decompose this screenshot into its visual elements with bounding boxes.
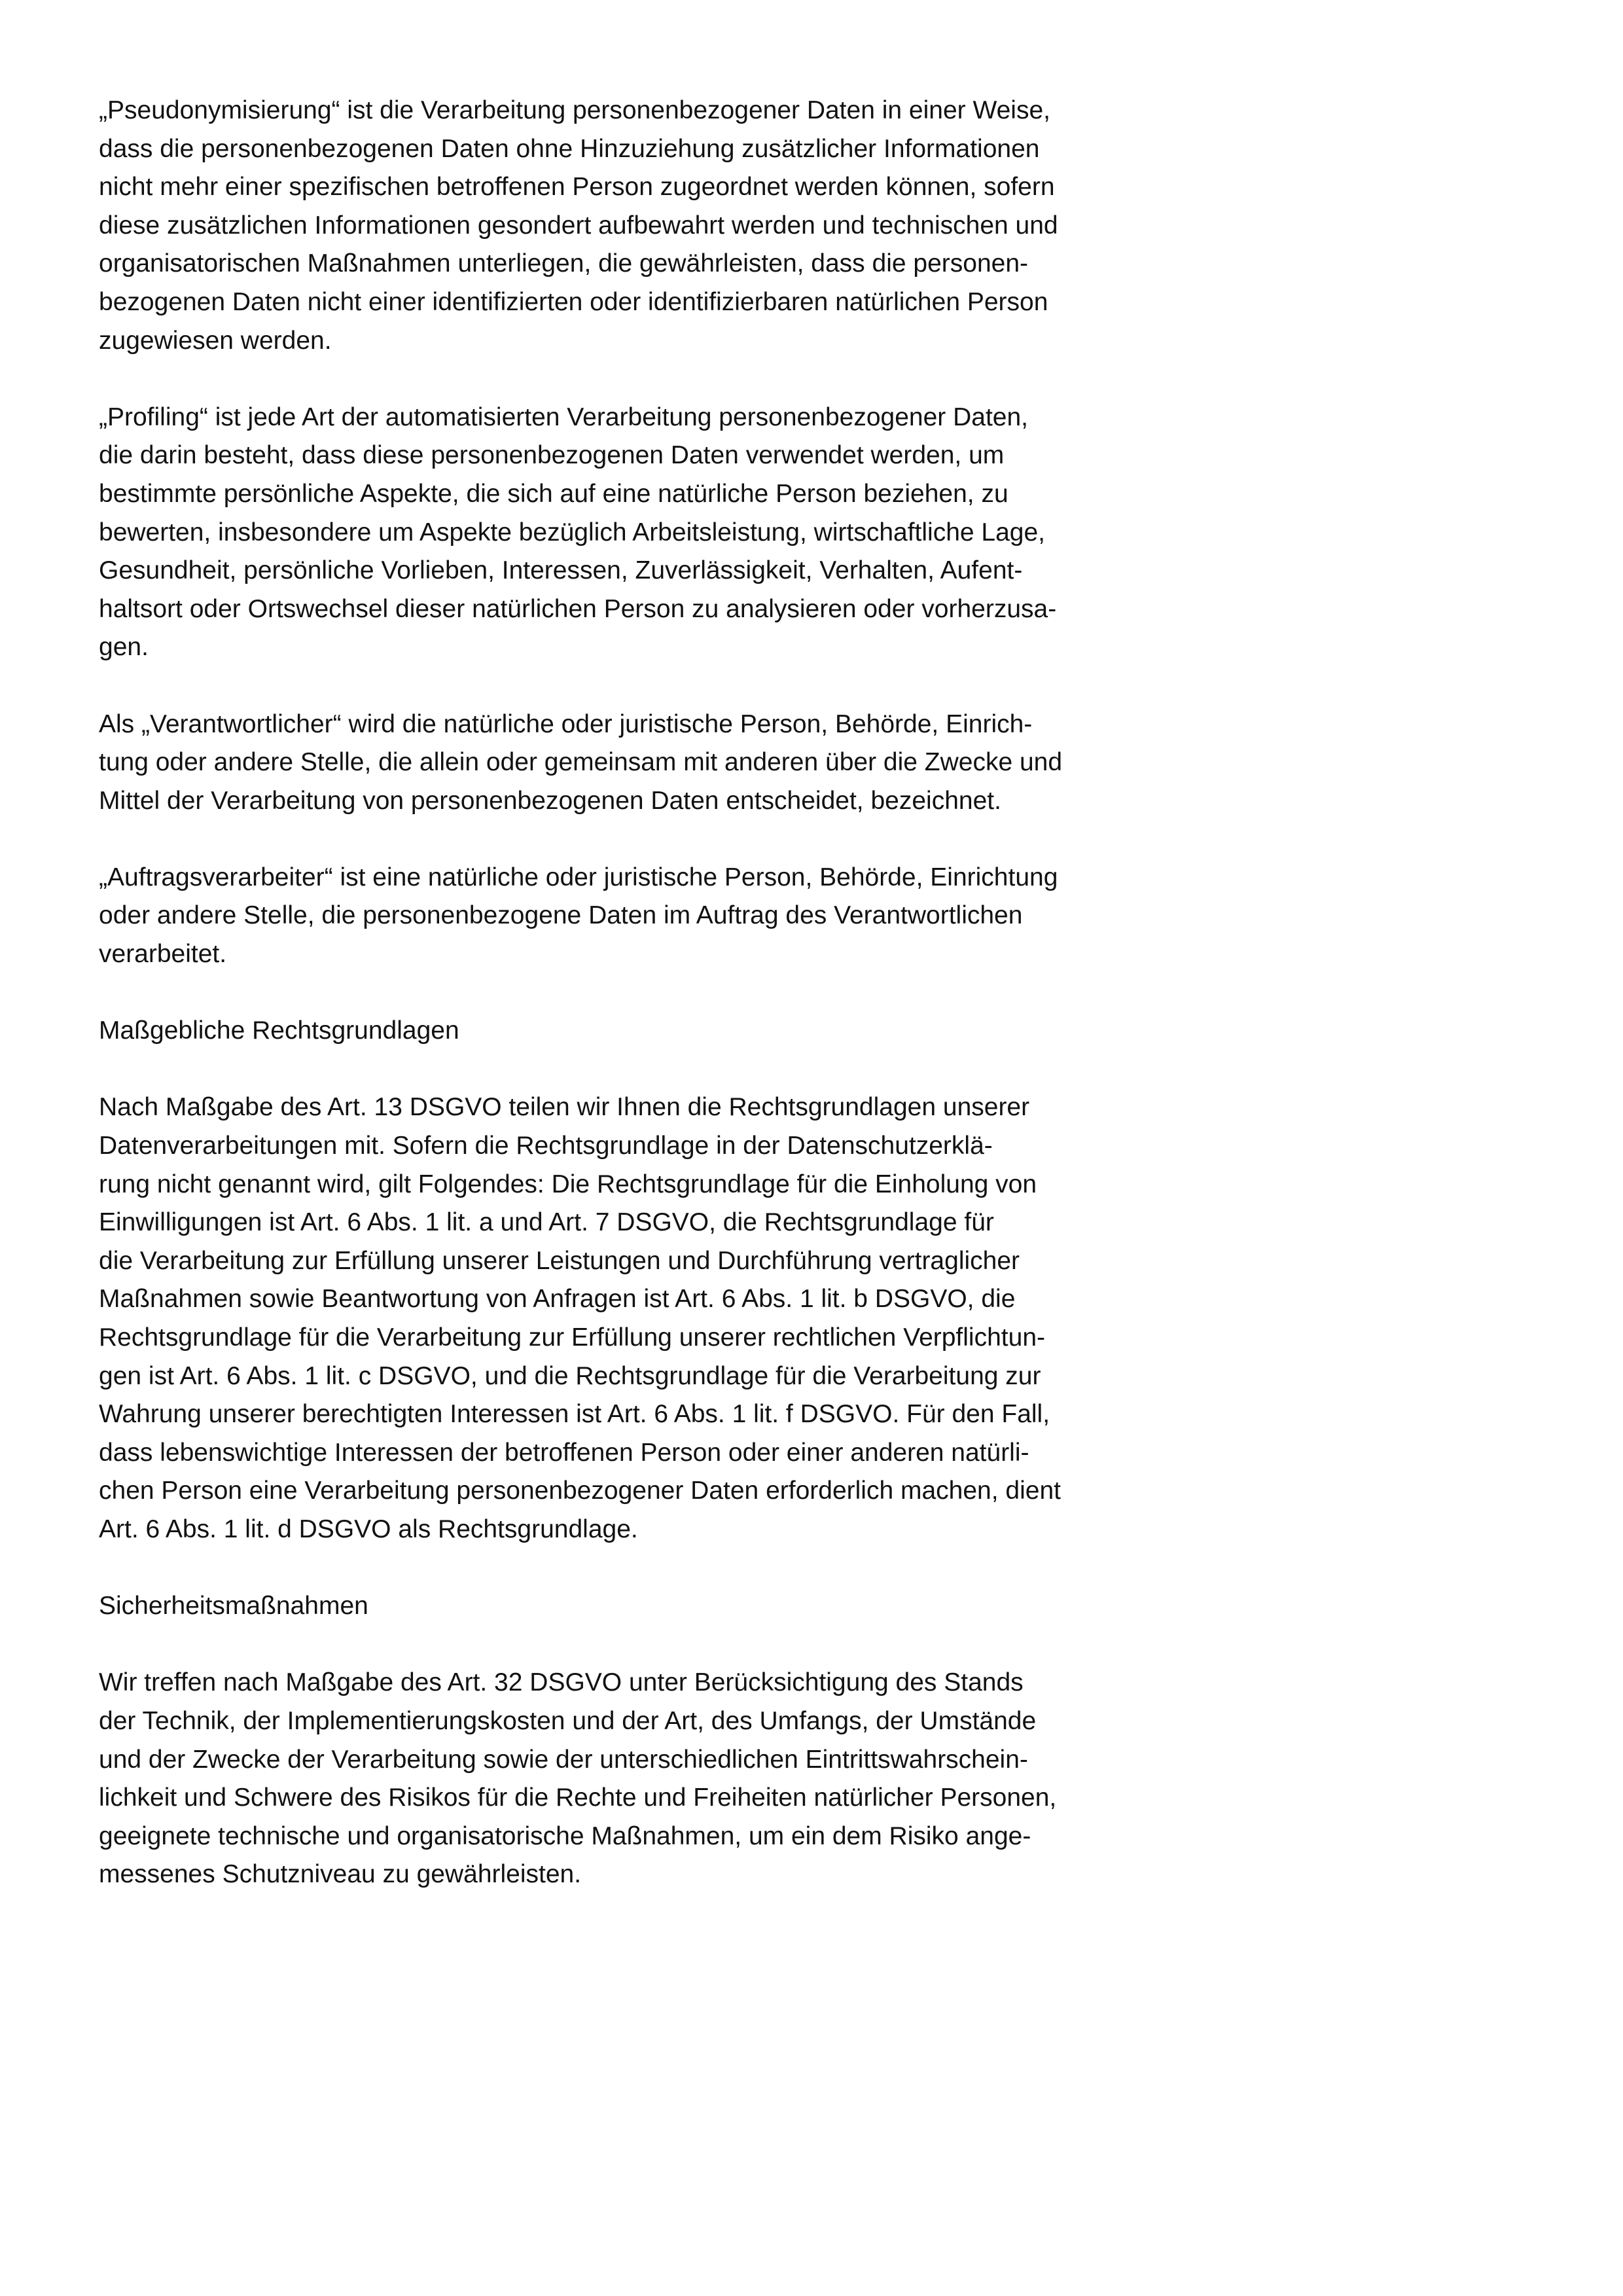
document-body [99,92,1062,1894]
text-line: Sicherheitsmaßnahmen [99,1592,368,1621]
text-line: bewerten, insbesondere um Aspekte bezüglich Arbeitsleistung, wirtschaftliche Lage, [99,518,1046,547]
text-line: Art. 6 Abs. 1 lit. d DSGVO als Rechtsgrundlage. [99,1515,638,1543]
paragraph [99,92,1062,360]
paragraph-spacer [99,820,1062,859]
text-line: bestimmte persönliche Aspekte, die sich auf eine natürliche Person beziehen, zu [99,479,1008,508]
text-line: gen. [99,633,149,662]
text-line: gen ist Art. 6 Abs. 1 lit. c DSGVO, und die Rechtsgrundlage für die Verarbeitung zur [99,1361,1041,1390]
text-line: diese zusätzlichen Informationen gesondert aufbewahrt werden und technischen und [99,211,1058,240]
text-line: rung nicht genannt wird, gilt Folgendes: Die Rechtsgrundlage für die Einholung von [99,1170,1037,1198]
text-line: die Verarbeitung zur Erfüllung unserer Leistungen und Durchführung vertraglicher [99,1246,1020,1275]
paragraph [99,706,1062,821]
paragraph [99,1088,1062,1549]
paragraph-spacer [99,1626,1062,1664]
text-line: nicht mehr einer spezifischen betroffenen Person zugeordnet werden können, sofern [99,173,1055,202]
section-heading [99,1012,1062,1050]
text-line: Wir treffen nach Maßgabe des Art. 32 DSGVO unter Berücksichtigung des Stands [99,1668,1024,1697]
text-line: chen Person eine Verarbeitung personenbezogener Daten erforderlich machen, dient [99,1477,1061,1505]
text-line: zugewiesen werden. [99,326,332,355]
paragraph-spacer [99,1549,1062,1588]
text-line: Wahrung unserer berechtigten Interessen ist Art. 6 Abs. 1 lit. f DSGVO. Für den Fall, [99,1400,1050,1429]
text-line: der Technik, der Implementierungskosten und der Art, des Umfangs, der Umstände [99,1706,1037,1735]
paragraph [99,399,1062,667]
text-line: verarbeitet. [99,940,227,969]
text-line: Datenverarbeitungen mit. Sofern die Rechtsgrundlage in der Datenschutzerklä- [99,1132,993,1160]
text-line: tung oder andere Stelle, die allein oder gemeinsam mit anderen über die Zwecke und [99,748,1063,777]
text-line: Maßnahmen sowie Beantwortung von Anfragen ist Art. 6 Abs. 1 lit. b DSGVO, die [99,1285,1016,1314]
paragraph [99,859,1062,974]
text-line: oder andere Stelle, die personenbezogene Daten im Auftrag des Verantwortlichen [99,901,1023,930]
text-line: „Pseudonymisierung“ ist die Verarbeitung personenbezogener Daten in einer Weise, [99,96,1050,124]
paragraph-spacer [99,360,1062,399]
text-line: Nach Maßgabe des Art. 13 DSGVO teilen wir Ihnen die Rechtsgrundlagen unserer [99,1093,1030,1122]
text-line: bezogenen Daten nicht einer identifizierten oder identifizierbaren natürlichen Person [99,287,1048,316]
text-line: dass lebenswichtige Interessen der betroffenen Person oder einer anderen natürli- [99,1438,1029,1467]
text-line: messenes Schutzniveau zu gewährleisten. [99,1860,582,1889]
text-line: lichkeit und Schwere des Risikos für die Rechte und Freiheiten natürlicher Personen, [99,1784,1057,1812]
paragraph-spacer [99,974,1062,1013]
text-line: Mittel der Verarbeitung von personenbezogenen Daten entscheidet, bezeichnet. [99,786,1001,815]
text-line: „Auftragsverarbeiter“ ist eine natürliche oder juristische Person, Behörde, Einrichtung [99,863,1058,891]
text-line: und der Zwecke der Verarbeitung sowie der unterschiedlichen Eintrittswahrschein- [99,1745,1028,1774]
text-line: organisatorischen Maßnahmen unterliegen, die gewährleisten, dass die personen- [99,249,1029,278]
text-line: haltsort oder Ortswechsel dieser natürlichen Person zu analysieren oder vorherzusa- [99,594,1057,623]
text-line: die darin besteht, dass diese personenbezogenen Daten verwendet werden, um [99,441,1005,470]
text-line: Maßgebliche Rechtsgrundlagen [99,1016,459,1045]
text-line: Als „Verantwortlicher“ wird die natürliche oder juristische Person, Behörde, Einrich- [99,709,1033,738]
text-line: geeignete technische und organisatorische Maßnahmen, um ein dem Risiko ange- [99,1821,1031,1850]
text-line: Gesundheit, persönliche Vorlieben, Interessen, Zuverlässigkeit, Verhalten, Aufent- [99,556,1023,585]
text-line: Einwilligungen ist Art. 6 Abs. 1 lit. a und Art. 7 DSGVO, die Rechtsgrundlage für [99,1208,994,1237]
text-line: „Profiling“ ist jede Art der automatisierten Verarbeitung personenbezogener Daten, [99,403,1028,431]
text-line: Rechtsgrundlage für die Verarbeitung zur Erfüllung unserer rechtlichen Verpflichtun- [99,1323,1045,1352]
paragraph [99,1664,1062,1894]
section-heading [99,1587,1062,1626]
paragraph-spacer [99,1050,1062,1089]
text-line: dass die personenbezogenen Daten ohne Hinzuziehung zusätzlicher Informationen [99,134,1040,163]
paragraph-spacer [99,667,1062,706]
